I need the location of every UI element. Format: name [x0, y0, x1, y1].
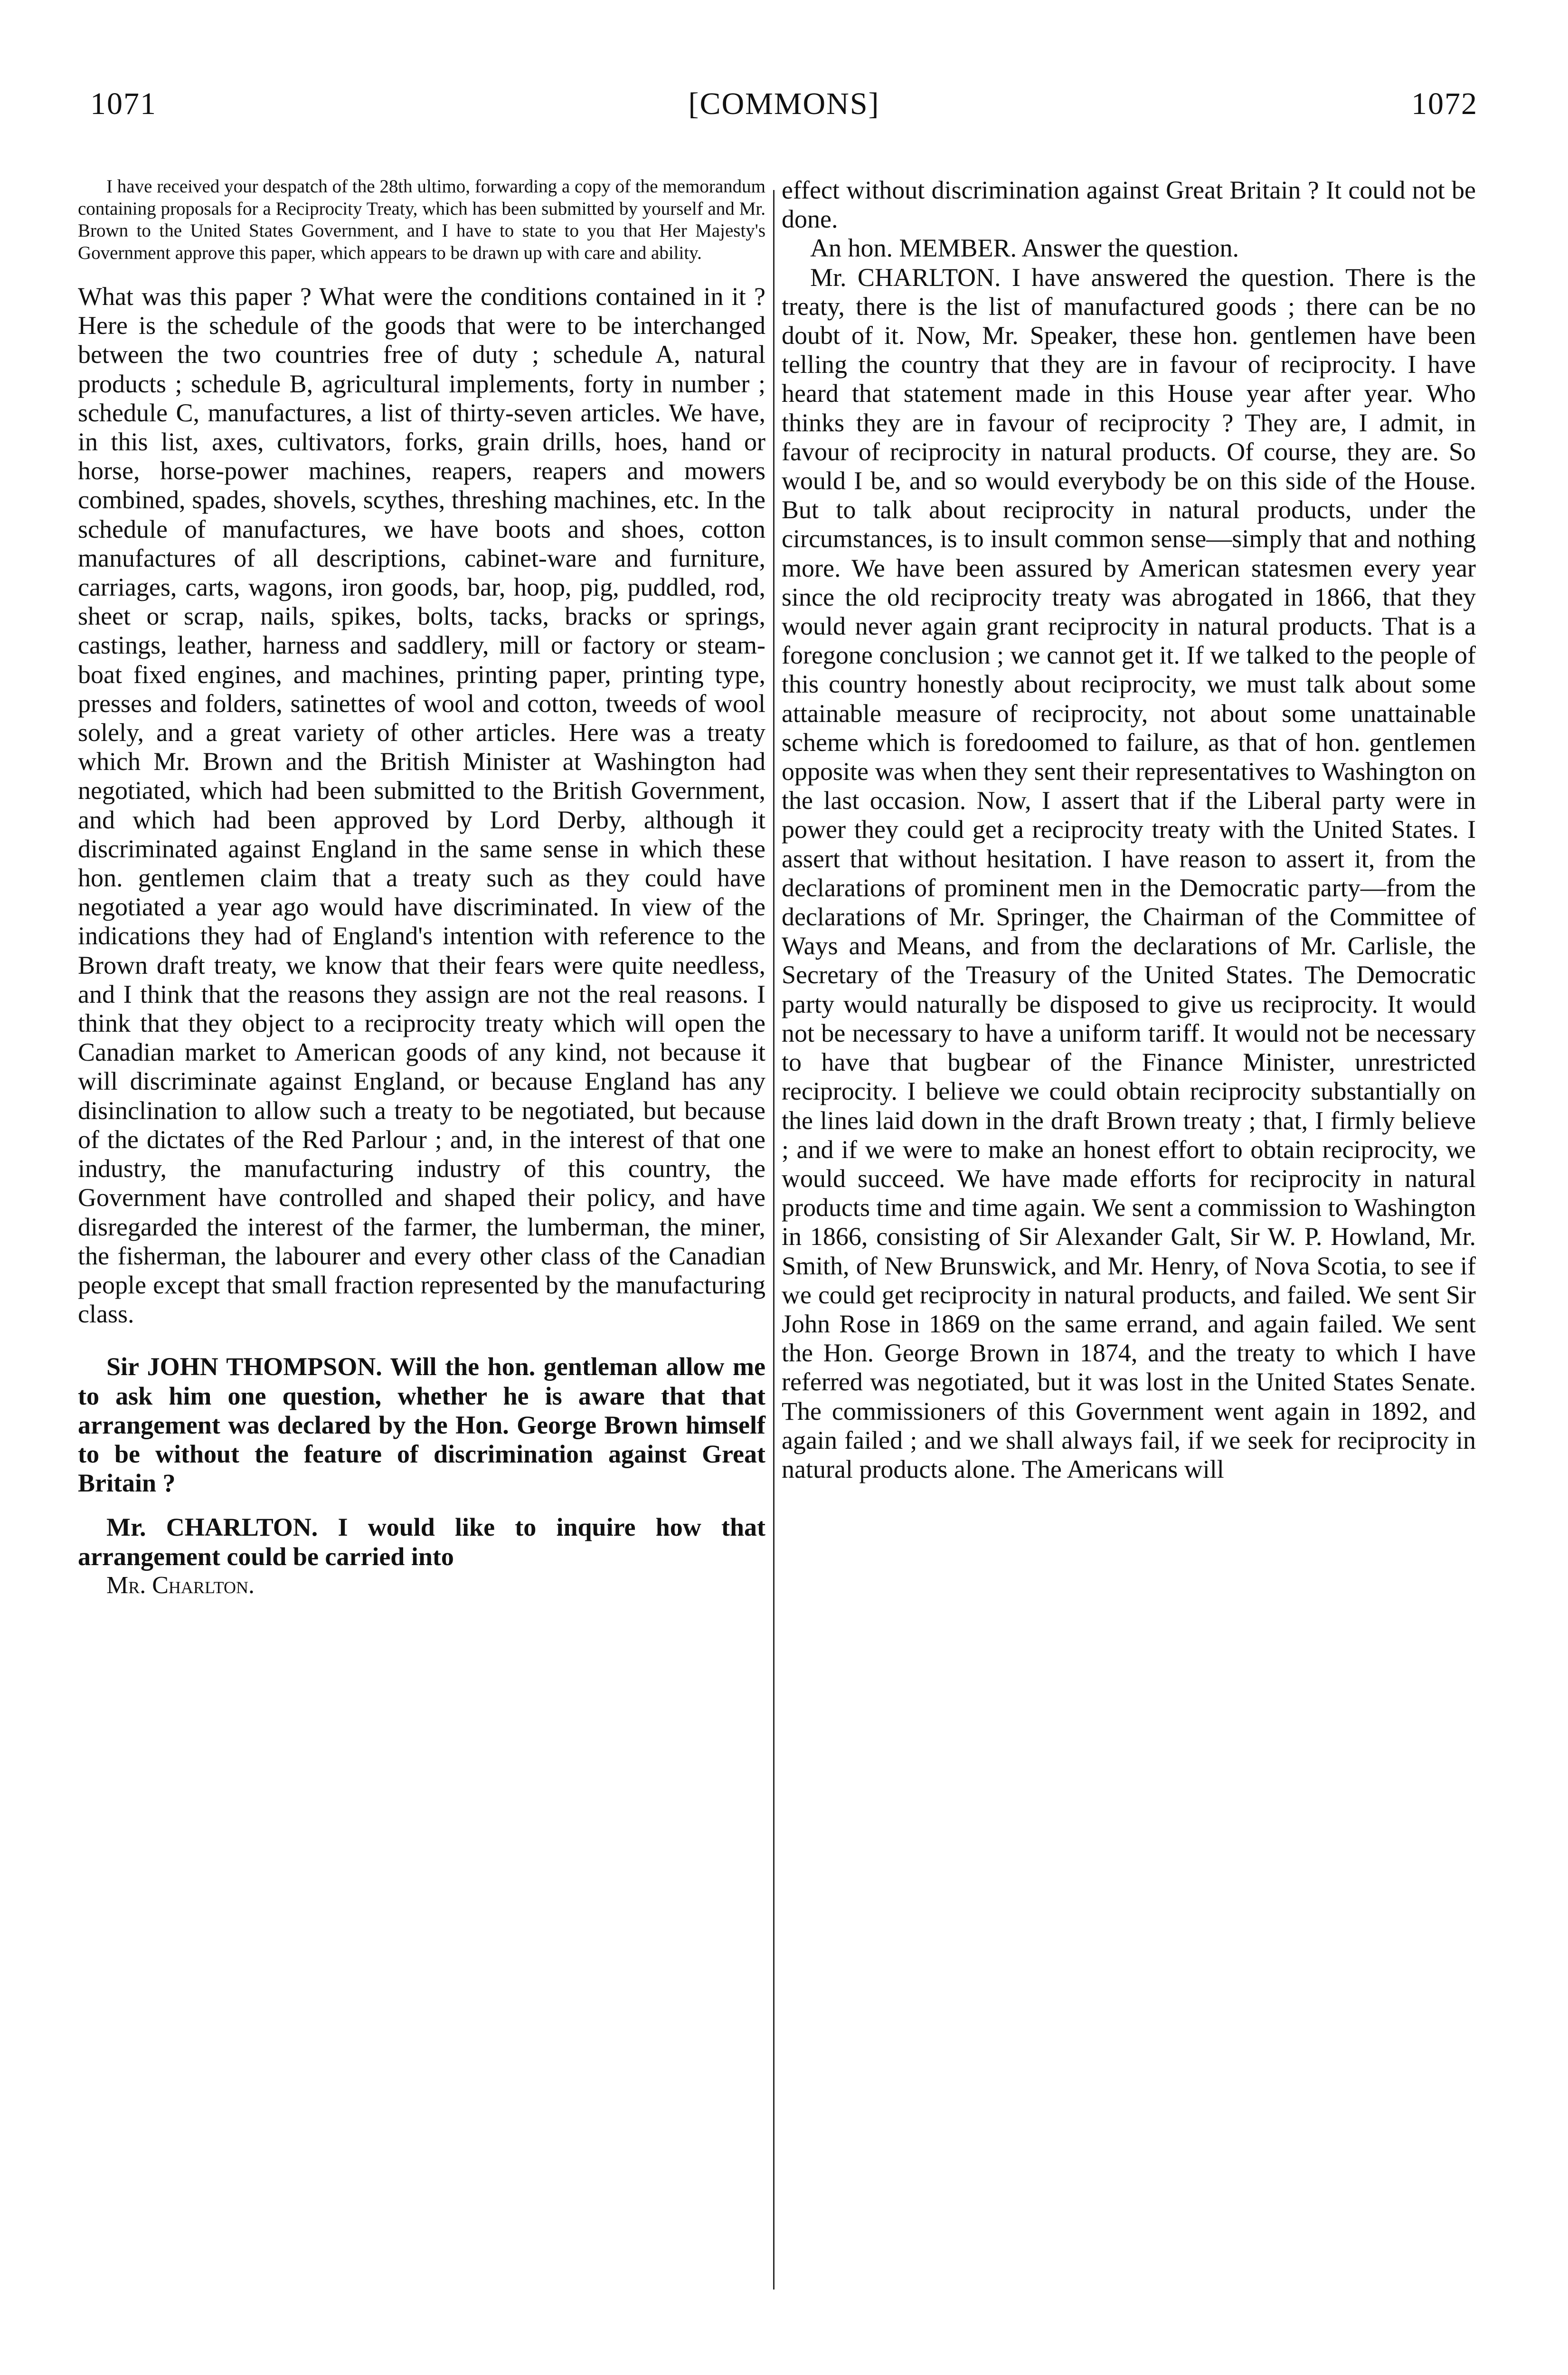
running-title: [COMMONS]: [688, 86, 880, 121]
speech-thompson: Sir JOHN THOMPSON. Will the hon. gentleman allow me to ask him one question, whether he is aware that that arrangement was declared by the Hon. George Brown himself to be without the feature of discrimination against Great Britain ?: [78, 1352, 765, 1498]
page-header: [90, 88, 1478, 141]
continued-paragraph: effect without discrimination against Great Britain ? It could not be done.: [782, 176, 1476, 234]
body-paragraph: What was this paper ? What were the conditions contained in it ? Here is the schedule of the goods that were to be interchanged between the two countries free of duty ; schedule A, natural products ; schedule B, agricultural implements, forty in number ; schedule C, manufactures, a list of thirty-seven articles. We have, in this list, axes, cultivators, forks, grain drills, hoes, hand or horse, horse-power machines, reapers, reapers and mowers combined, spades, shovels, scythes, threshing machines, etc. In the schedule of manufactures, we have boots and shoes, cotton manufactures of all descriptions, cabinet-ware and furniture, carriages, carts, wagons, iron goods, bar, hoop, pig, puddled, rod, sheet or scrap, nails, spikes, bolts, tacks, bracks or springs, castings, leather, harness and saddlery, mill or factory or steam-boat fixed engines, and machines, printing paper, printing type, presses and folders, satinettes of wool and cotton, tweeds of wool solely, and a great variety of other articles. Here was a treaty which Mr. Brown and the British Minister at Washington had negotiated, which had been submitted to the British Government, and which had been approved by Lord Derby, although it discriminated against England in the same sense in which these hon. gentlemen claim that a treaty such as they could have negotiated a year ago would have discriminated. In view of the indications they had of England's intention with reference to the Brown draft treaty, we know that their fears were quite needless, and I think that the reasons they assign are not the real reasons. I think that they object to a reciprocity treaty which will open the Canadian market to American goods of any kind, not because it will discriminate against England, or because England has any disinclination to allow such a treaty to be negotiated, but because of the dictates of the Red Parlour ; and, in the interest of that one industry, the manufacturing industry of this country, the Government have controlled and shaped their policy, and have disregarded the interest of the farmer, the lumberman, the miner, the fisherman, the labourer and every other class of the Canadian people except that small fraction represented by the manufacturing class.: [78, 282, 765, 1329]
catchword-footer: Mr. Charlton.: [106, 1571, 255, 1599]
speech-charlton-reply: Mr. CHARLTON. I have answered the question. There is the treaty, there is the list of manufactured goods ; there can be no doubt of it. Now, Mr. Speaker, these hon. gentlemen have been telling the country that they are in favour of reciprocity. I have heard that statement made in this House year after year. Who thinks they are in favour of reciprocity ? They are, I admit, in favour of reciprocity in natural products. Of course, they are. So would I be, and so would everybody be on this side of the House. But to talk about reciprocity in natural products, under the circumstances, is to insult common sense—simply that and nothing more. We have been assured by American statesmen every year since the old reciprocity treaty was abrogated in 1866, that they would never again grant reciprocity in natural products. That is a foregone conclusion ; we cannot get it. If we talked to the people of this country honestly about reciprocity, we must talk about some attainable measure of reciprocity, not about some unattainable scheme which is foredoomed to failure, as that of hon. gentlemen opposite was when they sent their representatives to Washington on the last occasion. Now, I assert that if the Liberal party were in power they could get a reciprocity treaty with the United States. I assert that without hesitation. I have reason to assert it, from the declarations of prominent men in the Democratic party—from the declarations of Mr. Springer, the Chairman of the Committee of Ways and Means, and from the declarations of Mr. Carlisle, the Secretary of the Treasury of the United States. The Democratic party would naturally be disposed to give us reciprocity. It would not be necessary to have a uniform tariff. It would not be necessary to have that bugbear of the Finance Minister, unrestricted reciprocity. I believe we could obtain reciprocity substantially on the lines laid down in the draft Brown treaty ; that, I firmly believe ; and if we were to make an honest effort to obtain reciprocity, we would succeed. We have made efforts for reciprocity in natural products time and time again. We sent a commission to Washington in 1866, consisting of Sir Alexander Galt, Sir W. P. Howland, Mr. Smith, of New Brunswick, and Mr. Henry, of Nova Scotia, to see if we could get reciprocity in natural products, and failed. We sent Sir John Rose in 1869 on the same errand, and again failed. We sent the Hon. George Brown in 1874, and the treaty to which I have referred was negotiated, but it was lost in the United States Senate. The commissioners of this Government went again in 1892, and again failed ; and we shall always fail, if we seek for reciprocity in natural products alone. The Americans will: [782, 263, 1476, 1483]
column-divider: [773, 190, 775, 2290]
right-column: [782, 176, 1476, 1484]
page-number-left: 1071: [90, 86, 157, 121]
interjection-member: An hon. MEMBER. Answer the question.: [810, 234, 1239, 263]
quoted-despatch: I have received your despatch of the 28th ultimo, forwarding a copy of the memorandum containing proposals for a Reciprocity Treaty, which has been submitted by yourself and Mr. Brown to the United States Government, and I have to state to you that Her Majesty's Government approve this paper, which appears to be drawn up with care and ability.: [78, 176, 765, 263]
page-number-right: 1072: [1411, 86, 1478, 121]
left-column: [78, 176, 765, 1600]
speech-charlton: Mr. CHARLTON. I would like to inquire how that arrangement could be carried into: [78, 1513, 765, 1571]
